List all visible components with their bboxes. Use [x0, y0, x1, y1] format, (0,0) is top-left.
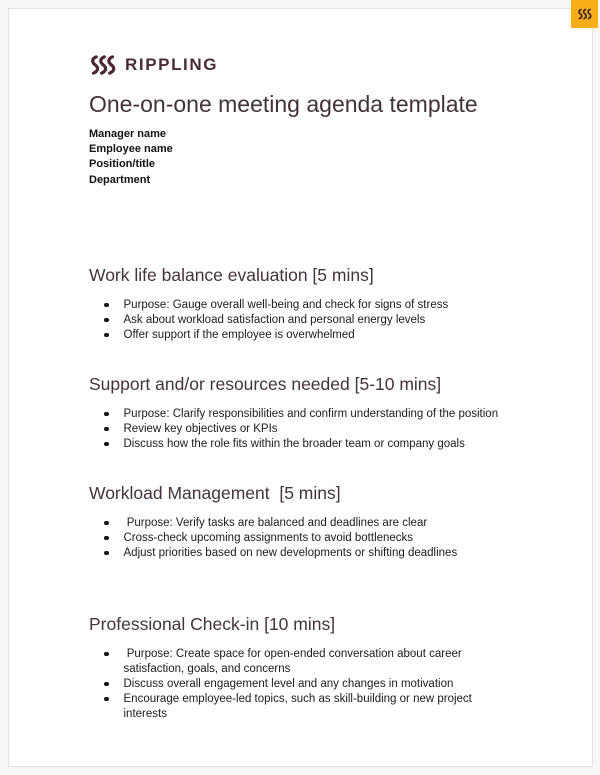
bullet-text: Discuss how the role fits within the broader team or company goals: [123, 437, 465, 450]
brand-wordmark: RIPPLING: [125, 55, 219, 74]
section-heading: Professional Check-in [10 mins]: [89, 613, 336, 634]
list-item: [89, 437, 516, 452]
meta-manager-name: Manager name: [89, 128, 167, 140]
bullet-icon: [104, 682, 109, 687]
section-professional-check-in: [89, 613, 516, 722]
section-heading: Workload Management [5 mins]: [89, 482, 341, 503]
bullet-icon: [104, 412, 109, 417]
list-item: [89, 313, 516, 328]
corner-brand-tab: [571, 0, 598, 28]
list-item: [89, 677, 516, 692]
list-item: [89, 546, 516, 561]
bullet-icon: [104, 303, 109, 308]
meta-position-title: Position/title: [89, 158, 155, 171]
bullet-list: [89, 516, 516, 561]
list-item: [89, 531, 516, 546]
section-workload-management: [89, 482, 516, 561]
bullet-list: [89, 298, 516, 343]
bullet-icon: [104, 697, 109, 702]
brand-logo: [89, 53, 516, 77]
bullet-icon: [104, 427, 109, 432]
section-heading: Work life balance evaluation [5 mins]: [89, 264, 374, 285]
bullet-icon: [104, 551, 109, 556]
bullet-text: Offer support if the employee is overwhelmed: [123, 328, 355, 341]
bullet-text: Purpose: Create space for open-ended conversation about career satisfaction, goals, and concerns: [123, 647, 465, 675]
section-heading: Support and/or resources needed [5-10 mins]: [89, 373, 442, 394]
bullet-icon: [104, 318, 109, 323]
document-content: [9, 9, 592, 722]
bullet-icon: [104, 536, 109, 541]
bullet-text: Review key objectives or KPIs: [123, 422, 278, 435]
bullet-list: [89, 407, 516, 452]
bullet-text: Purpose: Clarify responsibilities and confirm understanding of the position: [123, 407, 499, 420]
list-item: [89, 422, 516, 437]
bullet-text: Purpose: Verify tasks are balanced and deadlines are clear: [123, 516, 428, 529]
bullet-text: Purpose: Gauge overall well-being and check for signs of stress: [123, 298, 449, 311]
list-item: [89, 647, 516, 677]
section-work-life-balance: [89, 264, 516, 343]
bullet-icon: [104, 521, 109, 526]
list-item: [89, 407, 516, 422]
list-item: [89, 516, 516, 531]
bullet-list: [89, 647, 516, 722]
page-title: One-on-one meeting agenda template: [89, 91, 478, 117]
meta-department: Department: [89, 173, 151, 186]
meta-employee-name: Employee name: [89, 143, 173, 156]
meta-block: [89, 127, 516, 188]
list-item: [89, 298, 516, 313]
document-page: [8, 8, 593, 767]
bullet-icon: [104, 652, 109, 657]
list-item: [89, 692, 516, 722]
bullet-text: Encourage employee-led topics, such as skill-building or new project interests: [123, 692, 476, 720]
bullet-text: Adjust priorities based on new developments or shifting deadlines: [123, 546, 458, 559]
section-support-resources: [89, 373, 516, 452]
bullet-icon: [104, 442, 109, 447]
rippling-waves-icon: [89, 54, 116, 76]
bullet-text: Ask about workload satisfaction and personal energy levels: [123, 313, 426, 326]
bullet-icon: [104, 333, 109, 338]
bullet-text: Cross-check upcoming assignments to avoid bottlenecks: [123, 531, 414, 544]
rippling-waves-icon: [577, 7, 592, 21]
bullet-text: Discuss overall engagement level and any changes in motivation: [123, 677, 454, 690]
list-item: [89, 328, 516, 343]
